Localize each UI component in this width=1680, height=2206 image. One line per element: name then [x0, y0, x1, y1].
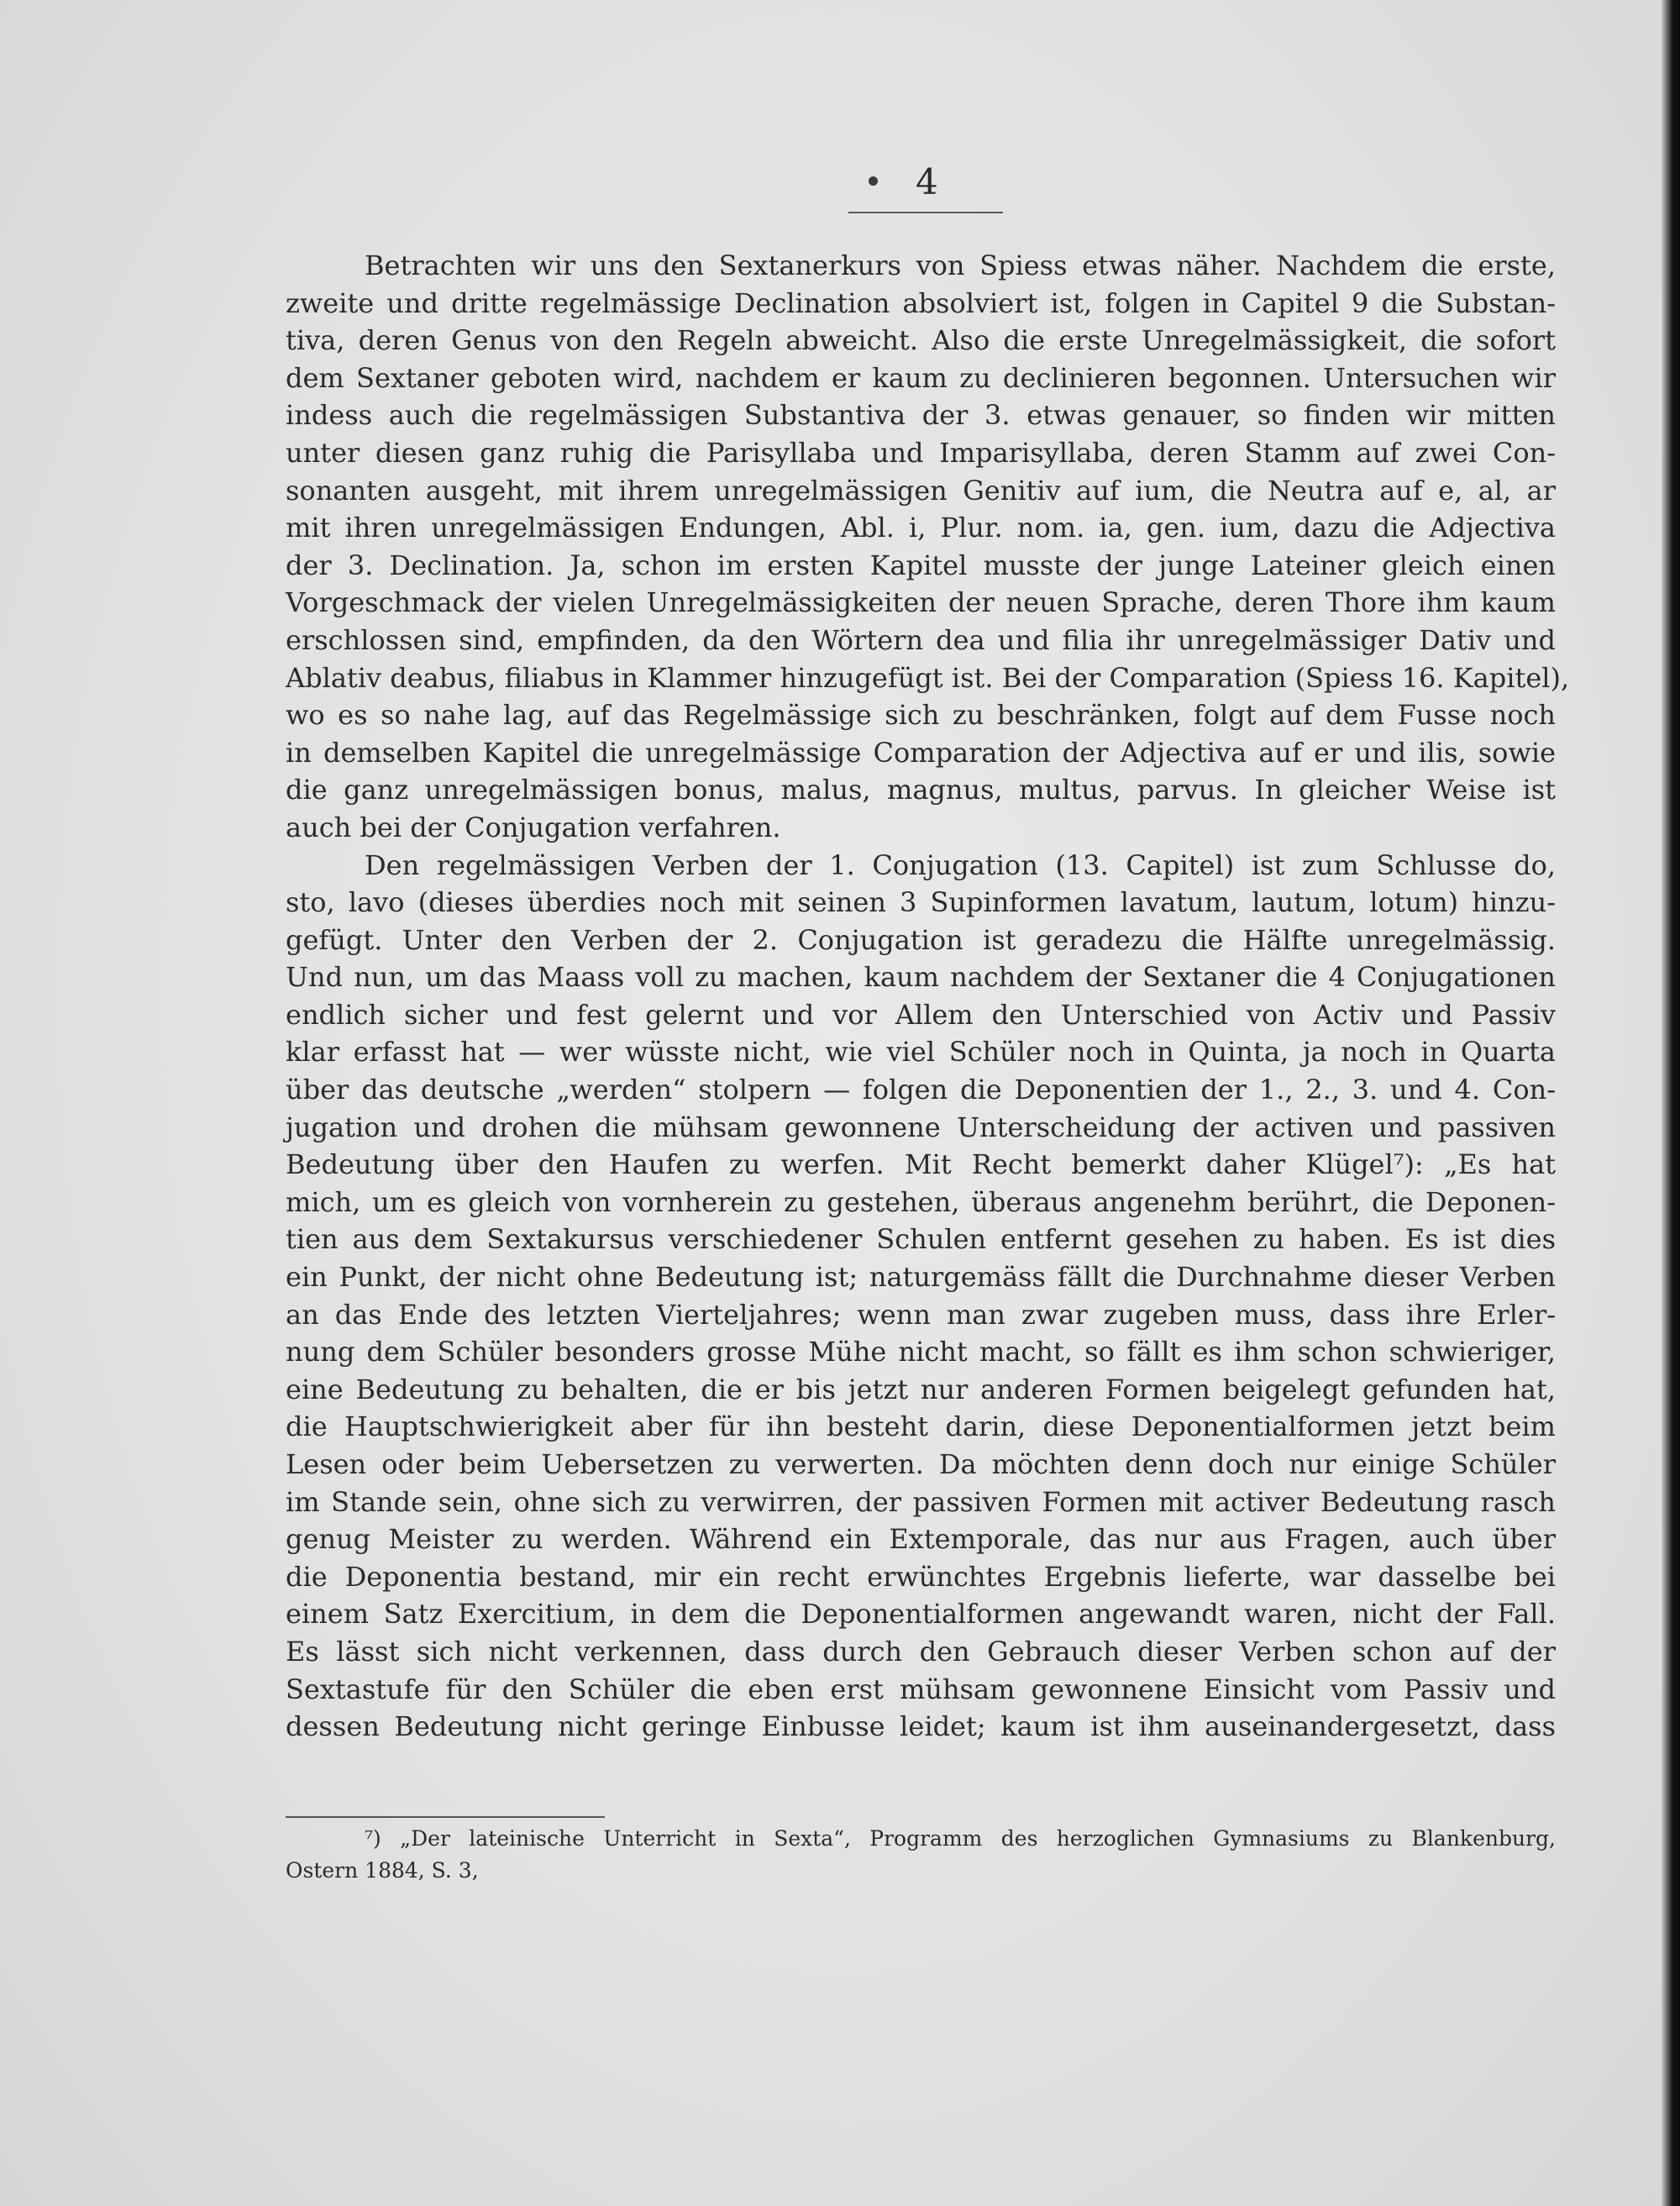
text-line: mit ihren unregelmässigen Endungen, Abl. i, Plur. nom. ia, gen. ium, dazu die Adjectiva [286, 512, 1556, 544]
text-line: einem Satz Exercitium, in dem die Deponentialformen angewandt waren, nicht der Fall. [286, 1598, 1556, 1631]
text-line: erschlossen sind, empfinden, da den Wörtern dea und filia ihr unregelmässiger Dativ und [286, 623, 1556, 656]
text-line: klar erfasst hat — wer wüsste nicht, wie viel Schüler noch in Quinta, ja noch in Quarta [286, 1036, 1556, 1069]
text-line: Es lässt sich nicht verkennen, dass durch den Gebrauch dieser Verben schon auf der [286, 1635, 1556, 1668]
text-line: die Hauptschwierigkeit aber für ihn besteht darin, diese Deponentialformen jetzt beim [286, 1410, 1556, 1443]
text-line: Sextastufe für den Schüler die eben erst mühsam gewonnene Einsicht vom Passiv und [286, 1673, 1556, 1705]
text-line: indess auch die regelmässigen Substantiva der 3. etwas genauer, so finden wir mitten [286, 399, 1556, 432]
text-line: Bedeutung über den Haufen zu werfen. Mit Recht bemerkt daher Klügel⁷): „Es hat [286, 1148, 1556, 1181]
text-line: dem Sextaner geboten wird, nachdem er kaum zu declinieren begonnen. Untersuchen wir [286, 361, 1556, 394]
text-line: zweite und dritte regelmässige Declination absolviert ist, folgen in Capitel 9 die Substan- [286, 286, 1556, 319]
text-line: wo es so nahe lag, auf das Regelmässige sich zu beschränken, folgt auf dem Fusse noch [286, 699, 1556, 732]
text-line: die Deponentia bestand, mir ein recht erwünchtes Ergebnis lieferte, war dasselbe bei [286, 1560, 1556, 1593]
text-line: eine Bedeutung zu behalten, die er bis jetzt nur anderen Formen beigelegt gefunden hat, [286, 1373, 1556, 1405]
text-line: mich, um es gleich von vornherein zu gestehen, überaus angenehm berührt, die Deponen- [286, 1185, 1556, 1218]
text-line: tiva, deren Genus von den Regeln abweicht. Also die erste Unregelmässigkeit, die sofort [286, 324, 1556, 357]
text-line: genug Meister zu werden. Während ein Extemporale, das nur aus Fragen, auch über [286, 1523, 1556, 1556]
text-line: auch bei der Conjugation verfahren. [286, 811, 781, 843]
text-line: tien aus dem Sextakursus verschiedener Schulen entfernt gesehen zu haben. Es ist dies [286, 1223, 1556, 1256]
text-line: der 3. Declination. Ja, schon im ersten Kapitel musste der junge Lateiner gleich einen [286, 549, 1556, 581]
text-line: Und nun, um das Maass voll zu machen, kaum nachdem der Sextaner die 4 Conjugationen [286, 961, 1556, 994]
text-line: in demselben Kapitel die unregelmässige Comparation der Adjectiva auf er und ilis, sowie [286, 736, 1556, 769]
text-line: gefügt. Unter den Verben der 2. Conjugation ist geradezu die Hälfte unregelmässig. [286, 923, 1556, 956]
footnote-line: Ostern 1884, S. 3, [286, 1858, 479, 1883]
scan-edge-shadow [1662, 0, 1680, 2206]
text-line: jugation und drohen die mühsam gewonnene Unterscheidung der activen und passiven [286, 1111, 1556, 1143]
text-line: sonanten ausgeht, mit ihrem unregelmässigen Genitiv auf ium, die Neutra auf e, al, ar [286, 474, 1556, 507]
text-line: Lesen oder beim Uebersetzen zu verwerten. Da möchten denn doch nur einige Schüler [286, 1448, 1556, 1480]
text-line: Vorgeschmack der vielen Unregelmässigkeiten der neuen Sprache, deren Thore ihm kaum [286, 586, 1556, 619]
text-line: endlich sicher und fest gelernt und vor Allem den Unterschied von Activ und Passiv [286, 998, 1556, 1031]
text-line: nung dem Schüler besonders grosse Mühe nicht macht, so fällt es ihm schon schwieriger, [286, 1336, 1556, 1368]
footnote-line: ⁷) „Der lateinische Unterricht in Sexta“, Programm des herzoglichen Gymnasiums zu Blankenburg, [365, 1826, 1556, 1851]
text-line: Ablativ deabus, filiabus in Klammer hinzugefügt ist. Bei der Comparation (Spiess 16. Kapitel), [286, 661, 1570, 694]
text-line: unter diesen ganz ruhig die Parisyllaba und Imparisyllaba, deren Stamm auf zwei Con- [286, 436, 1556, 469]
text-line: im Stande sein, ohne sich zu verwirren, der passiven Formen mit activer Bedeutung rasch [286, 1485, 1556, 1518]
footnotes [286, 1823, 1556, 1887]
footnote-rule [286, 1816, 605, 1818]
text-line: die ganz unregelmässigen bonus, malus, magnus, multus, parvus. In gleicher Weise ist [286, 774, 1556, 806]
header-dot [869, 176, 878, 186]
page-number: 4 [916, 161, 938, 202]
header-rule [848, 212, 1003, 213]
body-text [286, 247, 1570, 1746]
text-line: dessen Bedeutung nicht geringe Einbusse leidet; kaum ist ihm auseinandergesetzt, dass [286, 1710, 1556, 1743]
text-line: Den regelmässigen Verben der 1. Conjugation (13. Capitel) ist zum Schlusse do, [365, 848, 1556, 881]
text-line: an das Ende des letzten Vierteljahres; wenn man zwar zugeben muss, dass ihre Erler- [286, 1298, 1556, 1331]
text-line: ein Punkt, der nicht ohne Bedeutung ist; naturgemäss fällt die Durchnahme dieser Verben [286, 1261, 1556, 1294]
text-line: sto, lavo (dieses überdies noch mit seinen 3 Supinformen lavatum, lautum, lotum) hinzu- [286, 886, 1556, 919]
text-line: über das deutsche „werden“ stolpern — folgen die Deponentien der 1., 2., 3. und 4. Con- [286, 1074, 1556, 1106]
text-line: Betrachten wir uns den Sextanerkurs von Spiess etwas näher. Nachdem die erste, [365, 249, 1556, 281]
